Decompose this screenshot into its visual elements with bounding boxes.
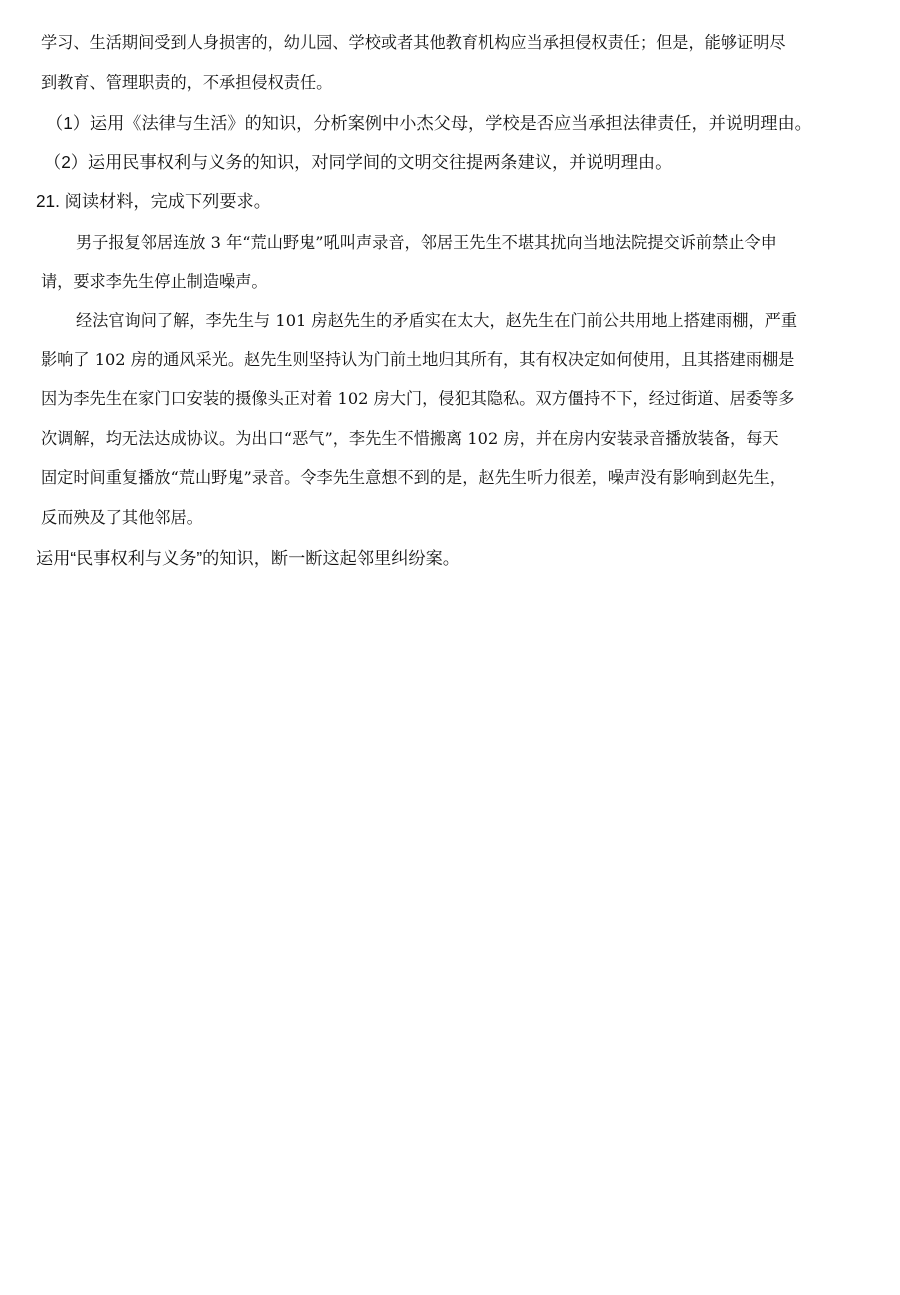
material-line-8: 反而殃及了其他邻居。 — [41, 508, 203, 527]
material-line-2: 请，要求李先生停止制造噪声。 — [41, 272, 268, 291]
document-line-2: 到教育、管理职责的，不承担侵权责任。 — [41, 73, 333, 92]
question-line-1: （1）运用《法律与生活》的知识，分析案例中小杰父母，学校是否应当承担法律责任，并说明理由。 — [46, 113, 812, 133]
material-line-1: 男子报复邻居连放 3 年“荒山野鬼”吼叫声录音，邻居王先生不堪其扰向当地法院提交诉前禁止令申 — [76, 233, 777, 252]
document-line-1: 学习、生活期间受到人身损害的，幼儿园、学校或者其他教育机构应当承担侵权责任；但是，能够证明尽 — [41, 33, 786, 52]
material-line-4: 影响了 102 房的通风采光。赵先生则坚持认为门前土地归其所有，其有权决定如何使用，且其搭建雨棚是 — [41, 350, 795, 369]
question-heading-21: 21. 阅读材料，完成下列要求。 — [36, 191, 271, 211]
material-line-6: 次调解，均无法达成协议。为出口“恶气”，李先生不惜搬离 102 房，并在房内安装录音播放装备，每天 — [41, 429, 779, 448]
material-line-3: 经法官询问了解，李先生与 101 房赵先生的矛盾实在太大，赵先生在门前公共用地上搭建雨棚，严重 — [76, 311, 798, 330]
question-instruction: 运用“民事权利与义务”的知识，断一断这起邻里纠纷案。 — [36, 548, 460, 568]
material-line-5: 因为李先生在家门口安装的摄像头正对着 102 房大门，侵犯其隐私。双方僵持不下，经过街道、居委等多 — [41, 389, 795, 408]
question-line-2: （2）运用民事权利与义务的知识，对同学间的文明交往提两条建议，并说明理由。 — [44, 152, 673, 172]
material-line-7: 固定时间重复播放“荒山野鬼”录音。令李先生意想不到的是，赵先生听力很差，噪声没有影响到赵先生， — [41, 468, 786, 487]
